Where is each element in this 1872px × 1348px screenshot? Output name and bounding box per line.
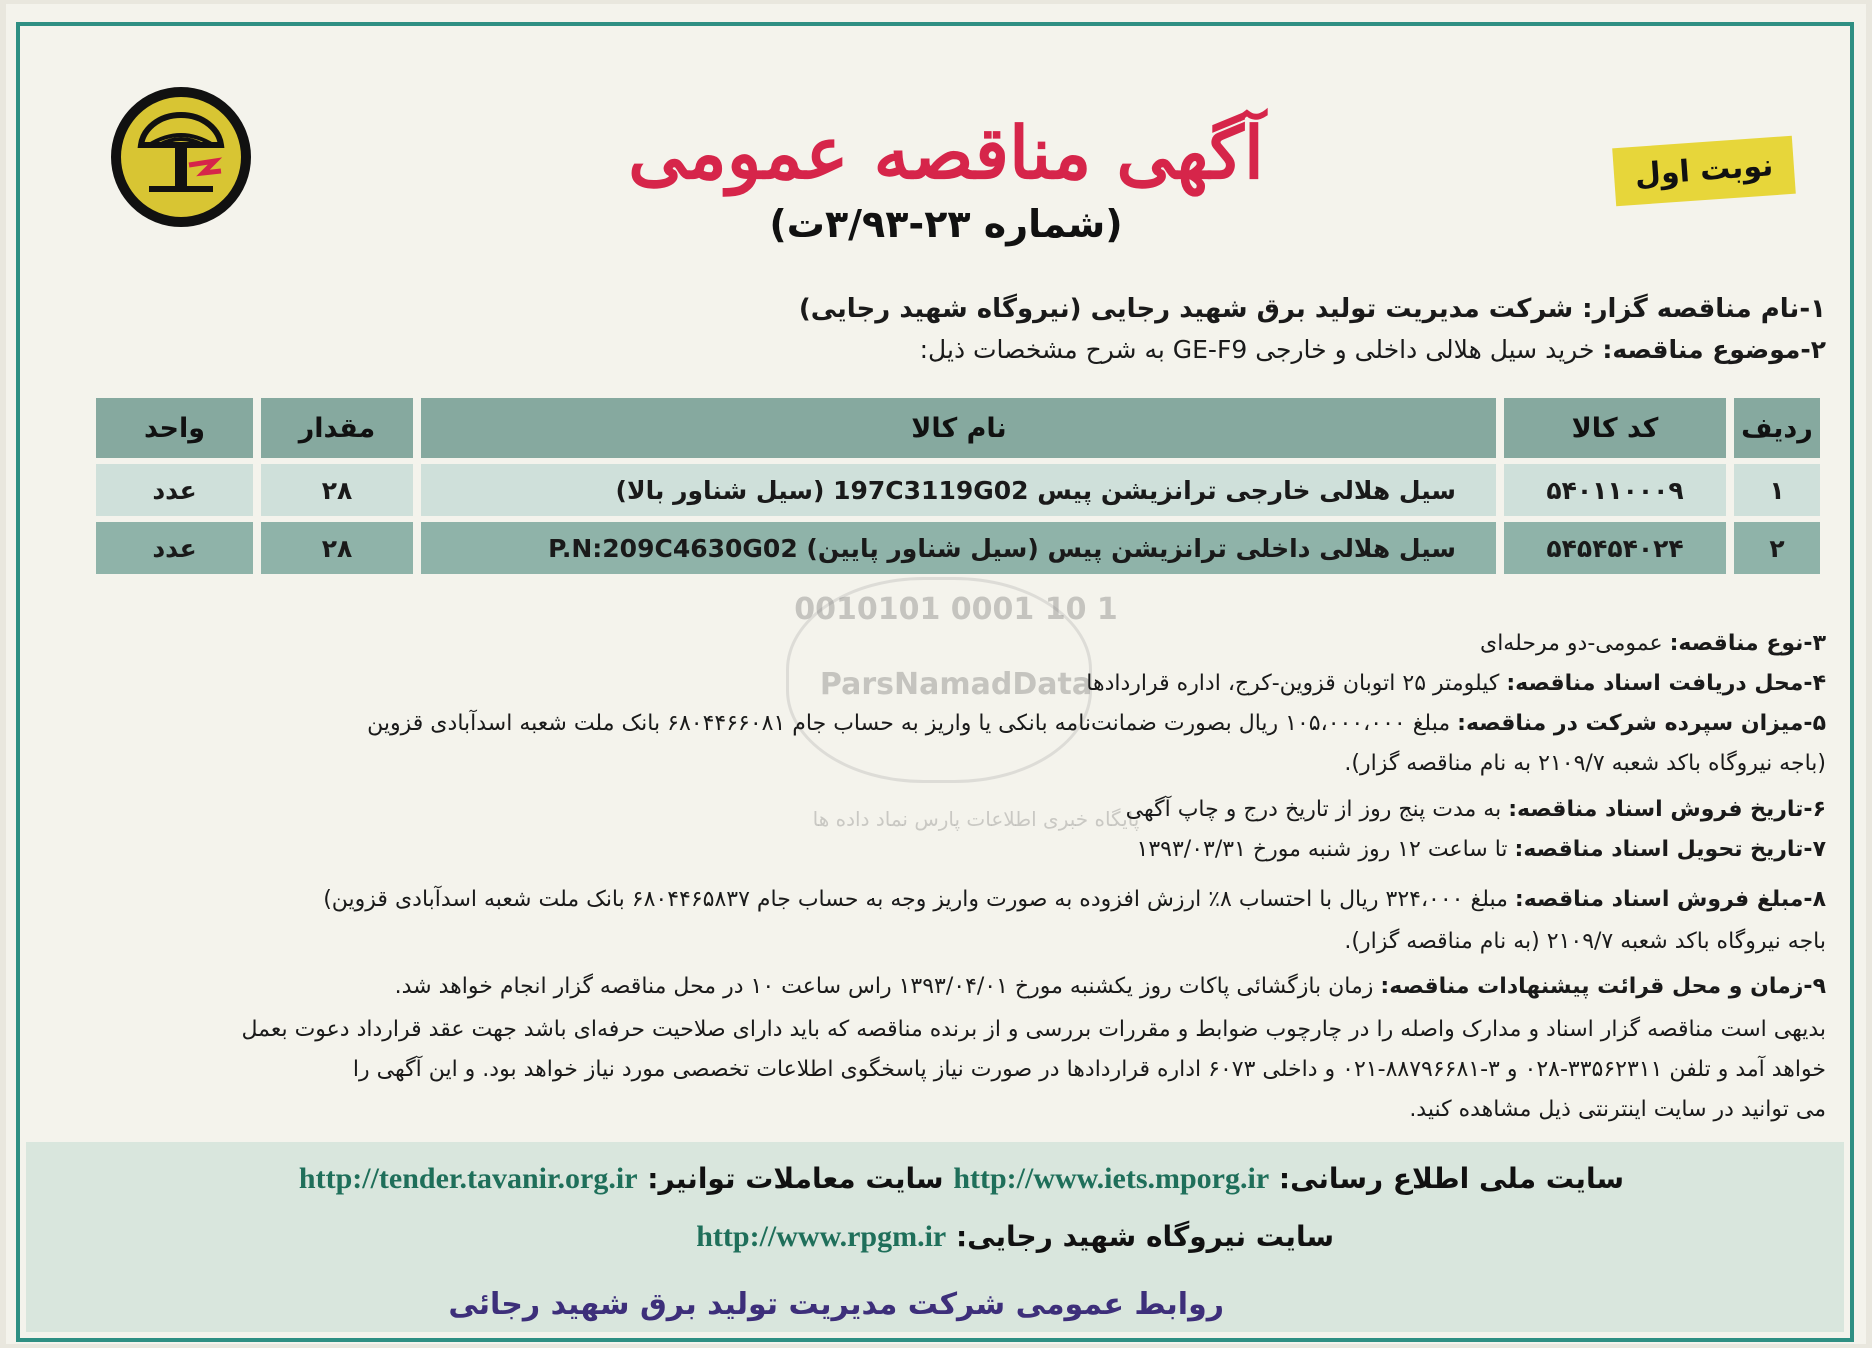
item-1-tenderer: ۱-نام مناقصه گزار: شرکت مدیریت تولید برق شهید رجایی (نیروگاه شهید رجایی) [798, 294, 1826, 324]
national-site-label: سایت ملی اطلاع رسانی: [1278, 1162, 1624, 1195]
item-7-text: تا ساعت ۱۲ روز شنبه مورخ ۱۳۹۳/۰۳/۳۱ [1136, 837, 1508, 862]
items-table [88, 392, 1828, 580]
public-relations-signature: روابط عمومی شرکت مدیریت تولید برق شهید رجائی [448, 1287, 1224, 1322]
item-3-type [66, 624, 1826, 664]
item-8-label: ۸-مبلغ فروش اسناد مناقصه: [1514, 887, 1826, 912]
item-4-label: ۴-محل دریافت اسناد مناقصه: [1506, 671, 1826, 696]
notice-title: آگهی مناقصه عمومی [628, 110, 1264, 195]
item-8-text: مبلغ ۳۲۴،۰۰۰ ریال با احتساب ۸٪ ارزش افزوده به صورت واریز وجه به حساب جام ۶۸۰۴۴۶۵۸۳۷ بانک ملت شعبه اسدآبادی قزوین) [323, 887, 1508, 912]
table-row [96, 464, 1820, 516]
item-3-label: ۳-نوع مناقصه: [1669, 631, 1826, 656]
item-4-text: کیلومتر ۲۵ اتوبان قزوین-کرج، اداره قراردادها [1086, 671, 1500, 696]
item-5-text: مبلغ ۱۰۵،۰۰۰،۰۰۰ ریال بصورت ضمانت‌نامه بانکی یا واریز به حساب جام ۶۸۰۴۴۶۶۰۸۱ بانک ملت شعبه اسدآبادی قزوین [367, 711, 1451, 736]
item-9-label: ۹-زمان و محل قرائت پیشنهادات مناقصه: [1380, 974, 1826, 999]
col-name-header: نام کالا [421, 398, 1496, 458]
plant-site-label: سایت نیروگاه شهید رجایی: [955, 1220, 1334, 1253]
cell-qty: ۲۸ [261, 464, 413, 516]
cell-name: سیل هلالی خارجی ترانزیشن پیس 197C3119G02 (سیل شناور بالا) [421, 464, 1496, 516]
tender-notice-page [6, 4, 1866, 1344]
cell-unit: عدد [96, 522, 253, 574]
item-2-subject [920, 335, 1826, 364]
col-code-header: کد کالا [1504, 398, 1726, 458]
item-2-label: ۲-موضوع مناقصه: [1602, 335, 1826, 364]
item-8-continued: باجه نیروگاه باکد شعبه ۲۱۰۹/۷ (به نام مناقصه گزار). [1344, 929, 1826, 954]
item-5-label: ۵-میزان سپرده شرکت در مناقصه: [1457, 711, 1826, 736]
item-9-opening [66, 967, 1826, 1007]
national-site-link[interactable]: http://www.iets.mporg.ir [953, 1162, 1270, 1195]
item-8-price [66, 880, 1826, 920]
plant-site-link[interactable]: http://www.rpgm.ir [696, 1220, 947, 1253]
table-header-row [96, 398, 1820, 458]
item-4-location [66, 664, 1826, 704]
watermark-name: ParsNamadData [819, 667, 1093, 702]
tavanir-site-label: سایت معاملات توانیر: [647, 1162, 944, 1195]
footer-sites-line [299, 1162, 1624, 1196]
watermark-digits: 0010101 0001 10 1 [794, 592, 1118, 627]
cell-row: ۱ [1734, 464, 1820, 516]
company-logo [111, 87, 251, 227]
item-2-text: خرید سیل هلالی داخلی و خارجی GE-F9 به شرح مشخصات ذیل: [919, 335, 1595, 364]
item-7-label: ۷-تاریخ تحویل اسناد مناقصه: [1514, 837, 1826, 862]
item-5-deposit [66, 704, 1826, 744]
item-7-delivery-date [66, 830, 1826, 870]
round-badge: نوبت اول [1612, 136, 1796, 206]
cell-name: سیل هلالی داخلی ترانزیشن پیس (سیل شناور پایین) P.N:209C4630G02 [421, 522, 1496, 574]
item-9-text: زمان بازگشائی پاکات روز یکشنبه مورخ ۱۳۹۳/۰۴/۰۱ راس ساعت ۱۰ در محل مناقصه گزار انجام خواهد شد. [394, 974, 1374, 999]
item-6-text: به مدت پنج روز از تاریخ درج و چاپ آگهی [1125, 797, 1502, 822]
col-unit-header: واحد [96, 398, 253, 458]
footer-plant-line [696, 1220, 1334, 1254]
item-9-continued-3: می توانید در سایت اینترنتی ذیل مشاهده کنید. [1409, 1097, 1826, 1122]
item-6-sale-date [66, 790, 1826, 830]
item-5-continued: (باجه نیروگاه باکد شعبه ۲۱۰۹/۷ به نام مناقصه گزار). [1344, 751, 1826, 776]
item-9-continued-1: بدیهی است مناقصه گزار اسناد و مدارک واصله را در چارچوب ضوابط و مقررات بررسی و از برنده مناقصه که باید دارای صلاحیت حرفه‌ای باشد جهت عقد قرارداد دعوت بعمل [241, 1017, 1826, 1042]
notice-content [26, 32, 1844, 1332]
table-row [96, 522, 1820, 574]
watermark-subtitle: پایگاه خبری اطلاعات پارس نماد داده ها [812, 807, 1140, 831]
tavanir-site-link[interactable]: http://tender.tavanir.org.ir [298, 1162, 638, 1195]
notice-number: (شماره ۲۳-۳/۹۳ت) [769, 202, 1123, 246]
item-6-label: ۶-تاریخ فروش اسناد مناقصه: [1508, 797, 1826, 822]
item-9-continued-2: خواهد آمد و تلفن ۳۳۵۶۲۳۱۱-۰۲۸ و ۳-۸۸۷۹۶۶۸۱-۰۲۱ و داخلی ۶۰۷۳ اداره قراردادها در صورت نیاز پاسخگوی اطلاعات تخصصی مورد نیاز خواهد بود. و این آگهی را [352, 1057, 1826, 1082]
col-row-header: ردیف [1734, 398, 1820, 458]
cell-qty: ۲۸ [261, 522, 413, 574]
col-qty-header: مقدار [261, 398, 413, 458]
item-3-text: عمومی-دو مرحله‌ای [1479, 631, 1663, 656]
cell-code: ۵۴۰۱۱۰۰۰۹ [1504, 464, 1726, 516]
cell-unit: عدد [96, 464, 253, 516]
cell-code: ۵۴۵۴۵۴۰۲۴ [1504, 522, 1726, 574]
cell-row: ۲ [1734, 522, 1820, 574]
